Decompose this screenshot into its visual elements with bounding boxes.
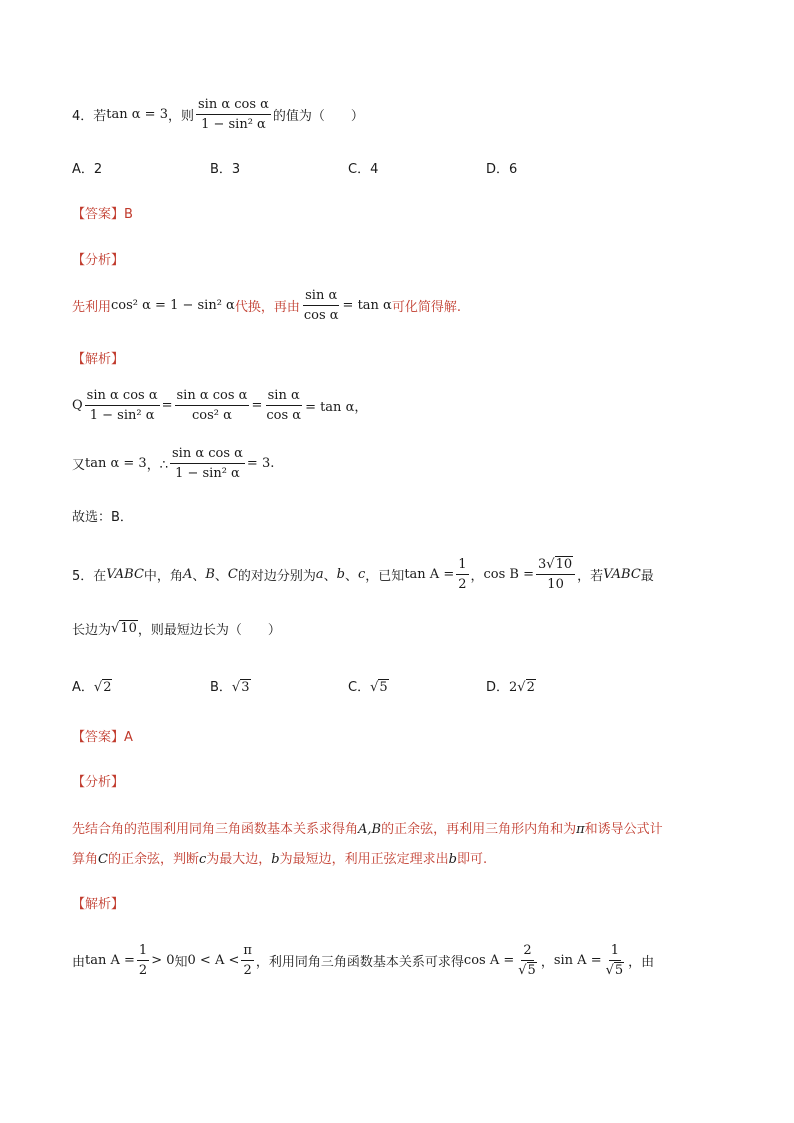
q5-sol-know: 知 — [174, 955, 188, 970]
q4-sol1-frac1 — [85, 387, 160, 424]
q5-l1-e: ，若 — [577, 569, 604, 584]
q5-option-d[interactable]: D．2√2 — [486, 680, 535, 695]
q5-stem-line1 — [72, 556, 654, 593]
q4-sol1-d3: cos α — [266, 408, 302, 423]
q4-answer — [72, 203, 133, 222]
q4-option-d[interactable]: D．6 — [486, 162, 518, 177]
q5-cosb-den: 10 — [547, 577, 564, 592]
q5-analysis-label: 【分析】 — [72, 775, 125, 790]
q5-sol-cos-fraction: $\frac{2}{√5}$ — [518, 943, 536, 978]
q5-analysis-line2 — [72, 848, 487, 867]
q4-solution-label: 【解析】 — [72, 352, 125, 367]
q5-cosb-fraction: $\frac{3√10}{10}$ — [536, 556, 575, 593]
q5-option-b[interactable]: B．√3 — [210, 680, 250, 695]
q5-solution-label: 【解析】 — [72, 897, 125, 912]
q5-tan-a: tan A = — [404, 567, 455, 582]
q5-l2-b: ，则最短边长为（ ） — [137, 623, 281, 638]
q4-frac-num: sin α cos α — [196, 96, 271, 115]
q4-solution-line2 — [72, 445, 274, 482]
q4-suffix: 的值为（ ） — [272, 109, 364, 124]
q4-mid: ，则 — [167, 109, 194, 124]
q5-sep-4: 、 — [345, 569, 359, 584]
q4-solution-line1: Q $\frac{\text{sin α cos α}}{\text{1 − sin² α}}$ = $\frac{\text{sin α cos α}}{\text{cos² α}}$ = $\frac{\text{sin α}}{\text{cos α}}$ = tan α， — [72, 388, 368, 423]
q5-side-c: c — [358, 567, 366, 582]
q5-sol-a: 由 — [72, 955, 86, 970]
q5-sol-sin-a: sin A = — [553, 953, 602, 968]
q5-an-l2-c: 为最大边， — [206, 852, 272, 867]
q5-l2-a: 长边为 — [72, 623, 112, 638]
q5-sol-pi-num: π — [241, 942, 254, 961]
q5-sol-cos-a: cos A = — [463, 953, 515, 968]
q4-analysis-eq: = tan α — [342, 298, 392, 313]
q4-fraction — [196, 96, 271, 133]
q5-l1-d: ，已知 — [365, 569, 405, 584]
q5-cosb-coef: 3 — [538, 557, 547, 572]
q5-sep-2: 、 — [214, 569, 228, 584]
q5-sol-tan-a: tan A = — [85, 953, 135, 968]
q4-sol1-n3: sin α — [266, 387, 302, 406]
q5-side-a: a — [315, 567, 324, 582]
q5-answer-value: A — [124, 730, 133, 745]
q5-l2-rad: 10 — [120, 621, 137, 636]
q4-sol2-given: tan α = 3 — [85, 456, 147, 471]
q5-sol-range: 0 < A < — [187, 953, 240, 968]
q5-sol-c: ，由 — [628, 955, 655, 970]
q5-stem-line2 — [72, 619, 281, 638]
q5-an-l1-b: 的正余弦，再利用三角形内角和为 — [381, 822, 577, 837]
q4-sol2-num: sin α cos α — [170, 445, 245, 464]
q5-an-l2-b: 的正余弦，判断 — [107, 852, 199, 867]
q4-analysis-expr: cos² α = 1 − sin² α — [111, 298, 235, 313]
q4-sol2-den: 1 − sin² α — [175, 466, 240, 481]
q5-half-num: 1 — [456, 556, 468, 575]
q5-sol-comma: ， — [540, 955, 554, 970]
q5-an-l1-a: 先结合角的范围利用同角三角函数基本关系求得角 — [72, 822, 359, 837]
q4-sol2-tail: = 3. — [246, 456, 275, 471]
q5-side-b: b — [336, 567, 345, 582]
q5-an-l1-ab: A,B — [358, 822, 382, 837]
q5-sol-gt: > 0 — [151, 953, 175, 968]
q5-half-den: 2 — [458, 577, 467, 592]
q5-angle-a: A — [182, 567, 193, 582]
q5-sol-sin-rad: 5 — [614, 963, 624, 978]
q5-cos-b: cos B = — [483, 567, 535, 582]
q5-sep-3: 、 — [323, 569, 337, 584]
q5-sol-half — [137, 942, 149, 979]
q5-comma: ， — [470, 569, 484, 584]
q4-analysis-b: 代换，再由 — [234, 300, 300, 315]
q5-l1-b: 中，角 — [143, 569, 183, 584]
q4-sol1-frac2 — [175, 387, 250, 424]
q4-sol1-q: Q — [72, 398, 83, 413]
q5-answer — [72, 726, 133, 745]
q5-sol-sin-num: 1 — [609, 942, 621, 961]
q4-sol2-fraction — [170, 445, 245, 482]
q4-sol1-frac3 — [264, 387, 303, 424]
q5-solution-line1 — [72, 942, 654, 979]
q4-answer-label: 【答案】 — [72, 207, 125, 222]
q4-analysis-a: 先利用 — [72, 300, 112, 315]
q4-frac-den: 1 − sin² α — [201, 117, 266, 132]
q5-triangle-1: VABC — [106, 567, 144, 582]
q4-sol1-d2: cos² α — [192, 408, 232, 423]
q4-analysis-den: cos α — [303, 308, 339, 323]
q5-cosb-rad: 10 — [555, 557, 573, 572]
q5-an-l2-e: 即可. — [456, 852, 488, 867]
q5-l1-c: 的对边分别为 — [237, 569, 316, 584]
q5-an-l2-d: 为最短边，利用正弦定理求出 — [279, 852, 449, 867]
q4-sol2-b: ，∴ — [146, 458, 168, 473]
q5-sol-sin-fraction: $\frac{1}{√5}$ — [605, 943, 624, 978]
q5-an-c-angle: C — [98, 852, 108, 867]
q5-sol-half-den: 2 — [138, 963, 148, 978]
q5-sol-b: ，利用同角三角函数基本关系可求得 — [255, 955, 464, 970]
q5-option-a[interactable]: A．√2 — [72, 680, 112, 695]
q5-sqrt10: √10 — [111, 621, 137, 636]
q4-sol1-n2: sin α cos α — [175, 387, 250, 406]
q5-l1-a: 5．在 — [72, 569, 107, 584]
q4-sol1-n1: sin α cos α — [85, 387, 160, 406]
q5-sol-cos-rad: 5 — [527, 963, 536, 978]
q4-analysis-fraction — [302, 287, 341, 324]
q5-half — [456, 556, 468, 593]
q5-an-pi: π — [576, 822, 585, 837]
q4-answer-value: B — [124, 207, 133, 222]
q5-sol-pi-den: 2 — [243, 963, 252, 978]
q5-angle-c: C — [227, 567, 238, 582]
q4-prefix: 4．若 — [72, 109, 107, 124]
q4-sol1-tail: = tan α， — [305, 400, 368, 415]
q4-option-a[interactable]: A．2 — [72, 162, 103, 177]
q5-an-b-side-2: b — [448, 852, 457, 867]
q4-conclusion: 故选：B． — [72, 510, 133, 525]
q5-an-l2-a: 算角 — [72, 852, 99, 867]
q5-triangle-2: VABC — [603, 567, 641, 582]
q4-given: tan α = 3 — [106, 107, 168, 122]
q5-sol-cos-num: 2 — [521, 942, 533, 961]
q5-sol-half-num: 1 — [137, 942, 149, 961]
q4-analysis-num: sin α — [303, 287, 339, 306]
q4-option-c[interactable]: C．4 — [348, 162, 379, 177]
q4-sol1-d1: 1 − sin² α — [89, 408, 155, 423]
q5-l1-f: 最 — [640, 569, 654, 584]
q4-stem — [72, 96, 364, 133]
q4-sol2-a: 又 — [72, 458, 86, 473]
q5-analysis-line1 — [72, 818, 663, 837]
q5-an-l1-c: 和诱导公式计 — [584, 822, 663, 837]
q5-angle-b: B — [205, 567, 215, 582]
q5-an-c-side: c — [198, 852, 207, 867]
q5-an-b-side: b — [271, 852, 280, 867]
q4-option-b[interactable]: B．3 — [210, 162, 241, 177]
q4-analysis-text — [72, 287, 461, 324]
q5-answer-label: 【答案】 — [72, 730, 125, 745]
q5-sep-1: 、 — [192, 569, 206, 584]
q4-analysis-label: 【分析】 — [72, 253, 125, 268]
q5-sol-pi-half — [241, 942, 254, 979]
q5-option-c[interactable]: C．√5 — [348, 680, 388, 695]
q4-analysis-c: 可化简得解. — [391, 300, 461, 315]
